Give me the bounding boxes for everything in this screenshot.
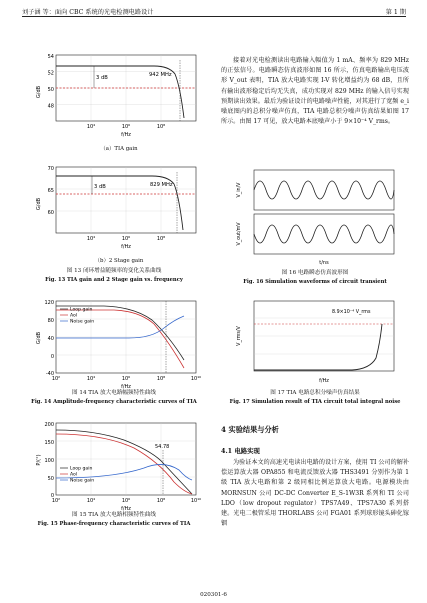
fig13a-xtick: 10⁴: [86, 124, 96, 130]
page-footer: 020301-6: [200, 592, 227, 598]
fig17-annot: 8.9×10⁻⁴ V_rms: [332, 310, 371, 315]
fig15-legend-loop: Loop gain: [70, 466, 93, 472]
fig13a-xlabel: f/Hz: [121, 132, 131, 138]
fig17-plot: [232, 298, 412, 398]
subsection-heading: 4.1 电路实现: [221, 447, 260, 455]
fig14-xtick: 10¹⁰: [190, 376, 202, 382]
fig13b-annot-freq: 829 MHz: [150, 182, 173, 188]
fig14-legend-noise: Noise gain: [70, 319, 95, 325]
fig16-caption-cn: 图 16 电路瞬态仿真波形图: [281, 270, 349, 276]
fig13b-xlabel: f/Hz: [121, 244, 131, 250]
fig15-ytick: 150: [44, 440, 54, 446]
fig14-legend-aol: Aol: [70, 313, 78, 319]
fig14-legend-loop: Loop gain: [70, 307, 93, 313]
fig17-caption-cn: 图 17 TIA 电路总积分噪声仿真结果: [270, 390, 360, 396]
fig14-ytick: 120: [44, 300, 54, 306]
section-heading: 4 实验结果与分析: [221, 425, 279, 434]
fig13a-ytick: 54: [47, 54, 54, 60]
fig15-legend-noise: Noise gain: [70, 478, 95, 484]
fig15-plot: [34, 420, 204, 520]
fig13b-plot: [34, 164, 204, 264]
fig15-xtick: 10⁶: [121, 498, 131, 504]
fig17-xlabel: f/Hz: [319, 378, 329, 384]
fig13a-ytick: 50: [47, 87, 54, 93]
fig13a-plot: [34, 52, 204, 152]
fig14-xtick: 10⁴: [86, 376, 96, 382]
fig15-xtick: 10¹⁰: [190, 498, 202, 504]
fig15-annot: 54.78: [155, 444, 170, 450]
fig13a-xtick: 10⁸: [156, 124, 166, 130]
fig14-xtick: 10⁸: [156, 376, 166, 382]
fig13a-xtick: 10⁶: [121, 124, 131, 130]
fig16-xlabel: t/ns: [319, 260, 329, 266]
fig13-caption-en: Fig. 13 TIA gain and 2 Stage gain vs. frequency: [45, 277, 183, 283]
body-paragraph: 为验证本文的高速光电读出电路的设计方案，使用 TI 公司的解补偿运算放大器 OPA855 和电流反馈放大器 THS3491 分别作为第 1 级 TIA 放大电路和第 2 级同相比例运算放大电路。电源模块由 MORNSUN 公司 DC-DC Converter E_S-1W3R 系列和 TI 公司 LDO（low dropout regulator）TPS7A49、TPS7A30 系列搭建。光电二极管采用 THORLABS 公司 FGA01 系列球形镜头砷化镓铟: [221, 459, 409, 528]
fig14-xtick: 10⁶: [121, 376, 131, 382]
fig13a-ytick: 52: [47, 70, 54, 77]
header-issue: 第 1 期: [385, 9, 406, 16]
fig13a-subcaption: （a）TIA gain: [100, 146, 138, 152]
fig13b-annot-db: 3 dB: [94, 184, 106, 190]
header-rule: [22, 16, 406, 17]
fig15-caption-en: Fig. 15 Phase-frequency characteristic curves of TIA: [37, 521, 191, 527]
fig14-xlabel: f/Hz: [121, 384, 131, 390]
fig16-caption-en: Fig. 16 Simulation waveforms of circuit transient: [243, 279, 387, 285]
fig15-ytick: 0: [50, 493, 54, 499]
fig14-ytick: 40: [47, 336, 54, 342]
fig13a-ytick: 48: [47, 103, 54, 110]
fig13b-ytick: 60: [47, 210, 54, 216]
fig14-ytick: 80: [47, 318, 54, 324]
header-title: 刘子涵 等：面向 CBC 系统的光电检测电路设计: [22, 9, 154, 16]
fig14-caption-en: Fig. 14 Amplitude-frequency characteristic curves of TIA: [31, 399, 197, 405]
fig13b-xtick: 10⁸: [156, 236, 166, 242]
fig14-ytick: 0: [50, 354, 54, 360]
fig17-caption-en: Fig. 17 Simulation result of TIA circuit total integral noise: [229, 399, 401, 405]
fig16-plot: [232, 166, 412, 276]
fig13b-xtick: 10⁴: [86, 236, 96, 242]
fig15-caption-cn: 图 15 TIA 放大电路相频特性曲线: [72, 512, 156, 518]
fig13b-xtick: 10⁶: [121, 236, 131, 242]
fig13b-ytick: 70: [47, 166, 54, 172]
fig17-ylabel: V_rms/V: [237, 326, 242, 346]
fig15-ytick: 50: [47, 476, 54, 482]
fig13a-annot-freq: 942 MHz: [149, 72, 172, 78]
fig15-ylabel: P/(°): [36, 454, 42, 466]
fig15-xtick: 10⁴: [86, 498, 96, 504]
fig13b-subcaption: （b）2 Stage gain: [94, 258, 144, 264]
fig16-ylabel-top: V_in/V: [237, 182, 242, 198]
fig15-ytick: 200: [44, 422, 54, 428]
fig14-xtick: 10²: [51, 376, 61, 382]
fig15-xtick: 10⁸: [156, 498, 166, 504]
fig13b-ytick: 65: [47, 188, 54, 194]
fig14-ylabel: G/dB: [36, 331, 42, 345]
fig13a-ylabel: G/dB: [36, 85, 42, 99]
fig13a-annot-db: 3 dB: [96, 75, 108, 81]
fig14-plot: [34, 298, 204, 398]
intro-paragraph: 接着对光电检测读出电路输入幅值为 1 mA、频率为 829 MHz 的正弦信号。电路瞬态仿真波形如图 16 所示，仿真电路输出电压波形 V_out 表明，TIA 放大电路实现 I-V 转化增益约为 68 dB，且所有输出波形稳定后均无失真，成功实现对 829 MHz 的输入信号实现预期读出效果。最后为验证设计的电路噪声性能，对其进行了宽频 e_i 噪底图内的总积分噪声仿真，TIA 电路总积分噪声仿真结果如图 17 所示。由图 17 可见，放大电路本底噪声小于 9×10⁻⁴ V_rms。: [221, 57, 409, 126]
fig15-legend-aol: Aol: [70, 472, 78, 478]
fig14-caption-cn: 图 14 TIA 放大电路幅频特性曲线: [72, 390, 156, 396]
fig14-ytick: -40: [45, 371, 54, 377]
fig15-xtick: 10²: [51, 498, 61, 504]
fig15-ytick: 100: [44, 458, 54, 464]
fig16-ylabel-bot: V_out/mV: [237, 222, 242, 246]
fig15-xlabel: f/Hz: [121, 506, 131, 512]
fig13b-ylabel: G/dB: [36, 197, 42, 211]
fig13-caption-cn: 图 13 闭环增益随频率的变化关系曲线: [66, 268, 162, 274]
